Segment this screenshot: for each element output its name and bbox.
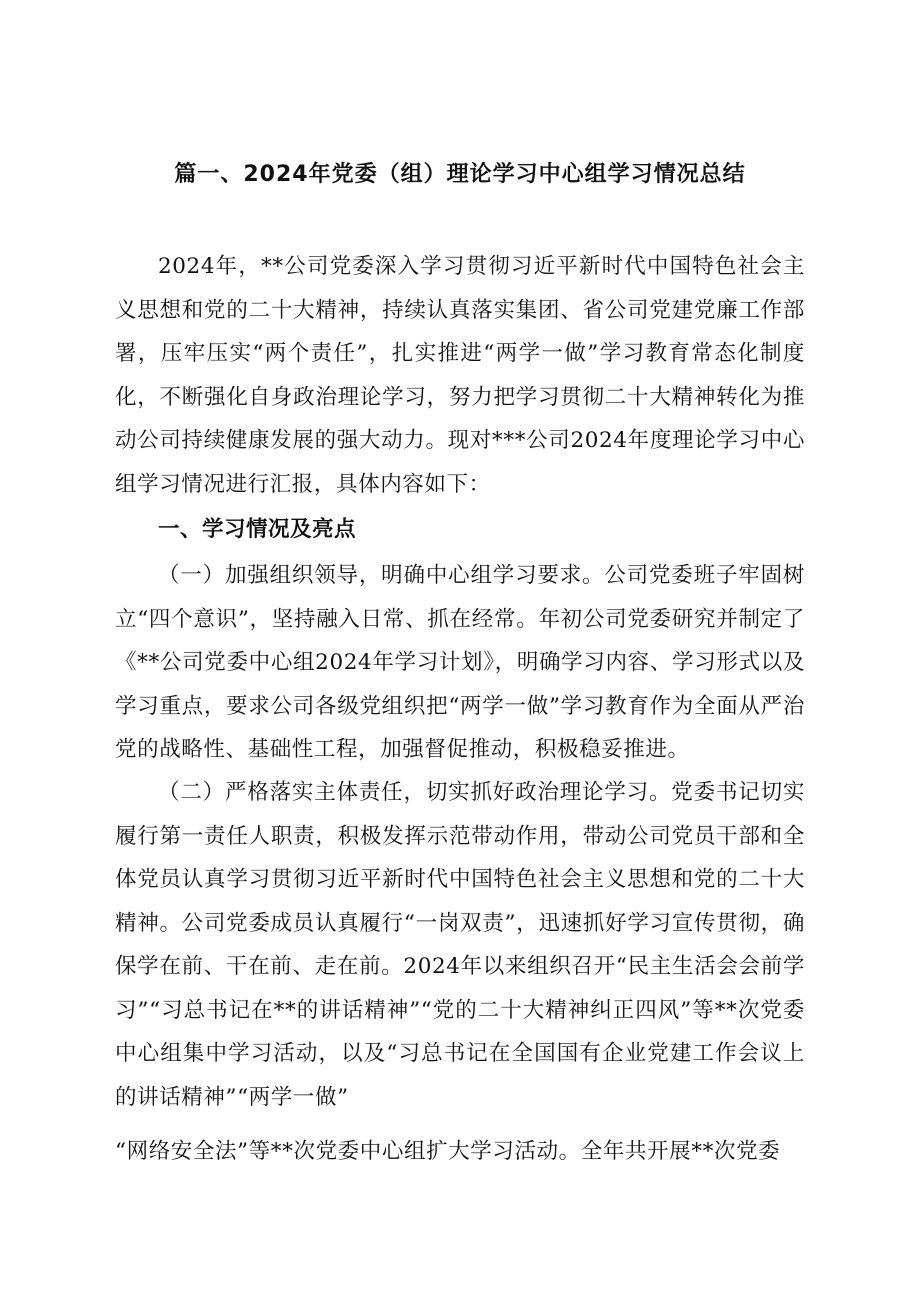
- paragraph-organization: （一）加强组织领导，明确中心组学习要求。公司党委班子牢固树立“四个意识”，坚持融入日常、抓在经常。年初公司党委研究并制定了《**公司党委中心组2024年学习计划》，明确学习内容、学习形式以及学习重点，要求公司各级党组织把“两学一做”学习教育作为全面从严治党的战略性、基础性工程，加强督促推动，积极稳妥推进。: [115, 563, 805, 762]
- section-heading: 一、学习情况及亮点: [158, 517, 357, 542]
- paragraph-continuation: “网络安全法”等**次党委中心组扩大学习活动。全年共开展**次党委: [115, 1139, 781, 1164]
- intro-paragraph: 2024年，**公司党委深入学习贯彻习近平新时代中国特色社会主义思想和党的二十大精神，持续认真落实集团、省公司党建党廉工作部署，压牢压实“两个责任”，扎实推进“两学一做”学习教育常态化制度化，不断强化自身政治理论学习，努力把学习贯彻二十大精神转化为推动公司持续健康发展的强大动力。现对***公司2024年度理论学习中心组学习情况进行汇报，具体内容如下：: [115, 254, 805, 497]
- paragraph-responsibility: （二）严格落实主体责任，切实抓好政治理论学习。党委书记切实履行第一责任人职责，积极发挥示范带动作用，带动公司党员干部和全体党员认真学习贯彻习近平新时代中国特色社会主义思想和党的二十大精神。公司党委成员认真履行“一岗双责”，迅速抓好学习宣传贯彻，确保学在前、干在前、走在前。2024年以来组织召开“民主生活会会前学习”“习总书记在**的讲话精神”“党的二十大精神纠正四风”等**次党委中心组集中学习活动，以及“习总书记在全国国有企业党建工作会议上的讲话精神”“两学一做”: [115, 780, 805, 1110]
- document-title: 篇一、2024年党委（组）理论学习中心组学习情况总结: [174, 162, 746, 187]
